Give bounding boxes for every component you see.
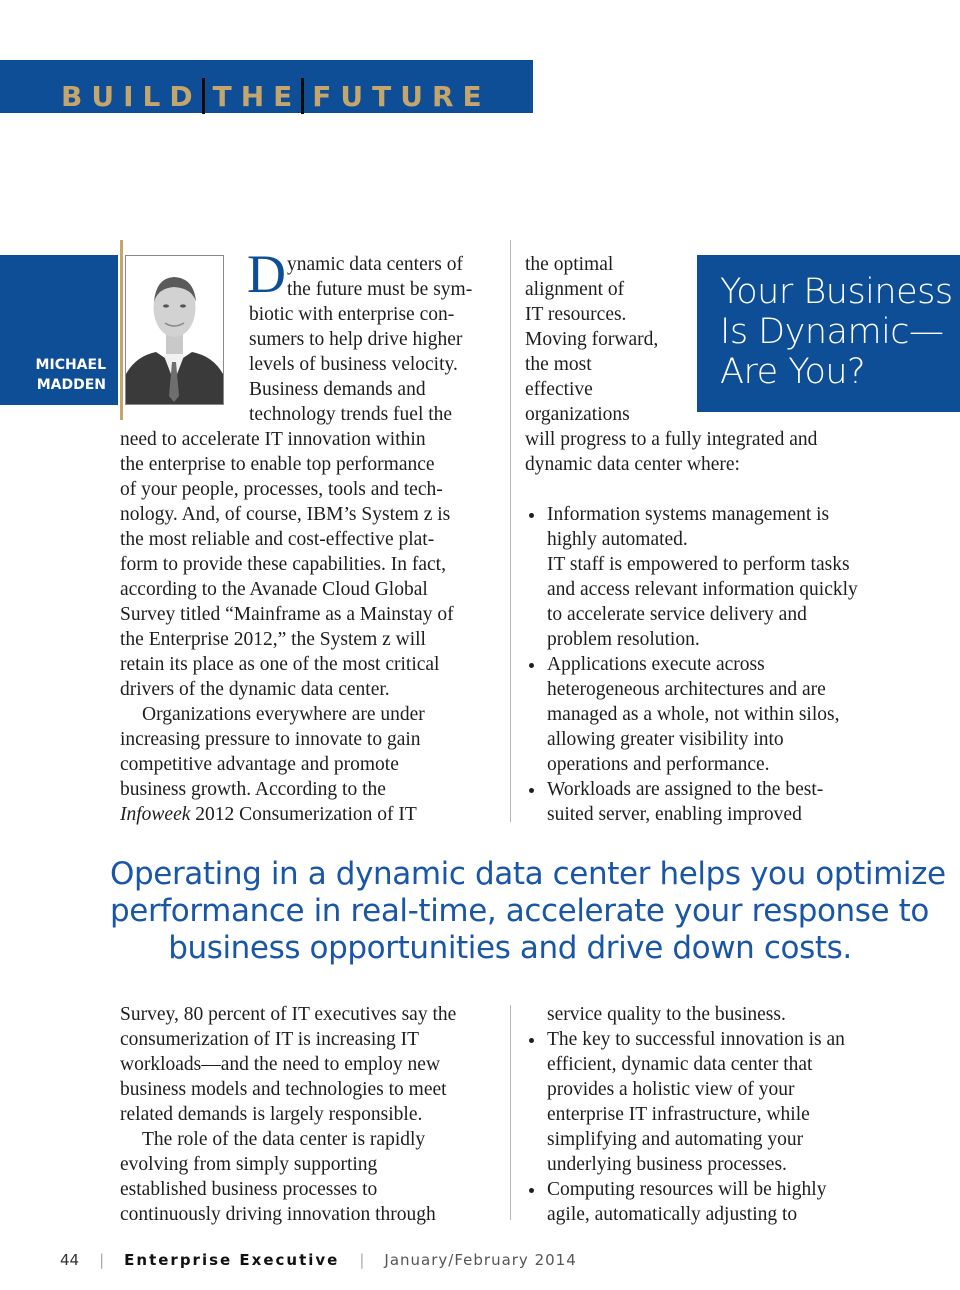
- text-line: Organizations everywhere are under: [142, 704, 425, 725]
- text-line: simplifying and automating your: [547, 1129, 804, 1150]
- text-line: the Enterprise 2012,” the System z will: [120, 629, 426, 650]
- text-line: business growth. According to the: [120, 779, 386, 800]
- text-line: biotic with enterprise con-: [249, 304, 455, 325]
- col1-body: [120, 427, 454, 827]
- text-line: will progress to a fully integrated and: [525, 429, 818, 450]
- section-header: [61, 78, 491, 114]
- pull-quote-line: performance in real-time, accelerate your response to: [110, 893, 929, 929]
- text-line: efficient, dynamic data center that: [547, 1054, 813, 1075]
- text-line: Survey, 80 percent of IT executives say the: [120, 1004, 457, 1025]
- text-line: IT resources.: [525, 304, 627, 325]
- text-line: evolving from simply supporting: [120, 1154, 378, 1175]
- footer-divider: |: [359, 1251, 365, 1269]
- text-line: drivers of the dynamic data center.: [120, 679, 390, 700]
- text-line: nology. And, of course, IBM’s System z is: [120, 504, 451, 525]
- text-line: to accelerate service delivery and: [547, 604, 807, 625]
- title-line: Is Dynamic—: [720, 312, 944, 352]
- author-last-name: MADDEN: [36, 377, 106, 393]
- text-line: the most: [525, 354, 592, 375]
- text-line: The role of the data center is rapidly: [142, 1129, 426, 1150]
- header-word-3: FUTURE: [312, 79, 491, 113]
- text-line: workloads—and the need to employ new: [120, 1054, 441, 1075]
- text-line: technology trends fuel the: [249, 404, 453, 425]
- text-line: the future must be sym-: [287, 279, 473, 300]
- text-line: effective: [525, 379, 593, 400]
- drop-cap: D: [247, 244, 286, 304]
- text-line: service quality to the business.: [547, 1004, 786, 1025]
- text-line: the most reliable and cost-effective plat-: [120, 529, 435, 550]
- title-line: Your Business: [720, 272, 953, 312]
- header-word-2: THE: [212, 79, 302, 113]
- text-line: Business demands and: [249, 379, 426, 400]
- bullet-item: The key to successful innovation is an: [525, 1027, 845, 1052]
- text-line: retain its place as one of the most critical: [120, 654, 440, 675]
- bullet-item: Information systems management is: [525, 502, 858, 527]
- header-word-1: BUILD: [61, 79, 202, 113]
- pull-quote-line: Operating in a dynamic data center helps you optimize: [110, 856, 946, 892]
- text-line: consumerization of IT is increasing IT: [120, 1029, 420, 1050]
- italic-title: Infoweek: [120, 804, 191, 825]
- text-line: according to the Avanade Cloud Global: [120, 579, 428, 600]
- bullet-list: [525, 502, 858, 827]
- text-line: sumers to help drive higher: [249, 329, 463, 350]
- text-line: the optimal: [525, 254, 614, 275]
- bullet-item: Computing resources will be highly: [525, 1177, 845, 1202]
- title-line: Are You?: [720, 352, 866, 392]
- text-line: related demands is largely responsible.: [120, 1104, 423, 1125]
- text-line: need to accelerate IT innovation within: [120, 429, 426, 450]
- text-line: heterogeneous architectures and are: [547, 679, 826, 700]
- text-line: agile, automatically adjusting to: [547, 1204, 798, 1225]
- text-line: Moving forward,: [525, 329, 659, 350]
- text-line: [120, 802, 454, 827]
- text-line: IT staff is empowered to perform tasks: [547, 554, 850, 575]
- author-portrait-image: [126, 256, 223, 404]
- header-divider: [301, 78, 304, 114]
- bullet-item: Workloads are assigned to the best-: [525, 777, 858, 802]
- text-line: suited server, enabling improved: [547, 804, 802, 825]
- text-line: the enterprise to enable top performance: [120, 454, 435, 475]
- col4-body: [525, 1002, 845, 1227]
- text-line: of your people, processes, tools and tech-: [120, 479, 443, 500]
- text-line: continuously driving innovation through: [120, 1204, 436, 1225]
- pull-quote: [110, 856, 946, 967]
- text-line: organizations: [525, 404, 630, 425]
- header-divider: [202, 78, 205, 114]
- text-line: and access relevant information quickly: [547, 579, 858, 600]
- column-divider: [510, 1005, 511, 1220]
- text-run: 2012 Consumerization of IT: [190, 804, 417, 825]
- text-line: Survey titled “Mainframe as a Mainstay of: [120, 604, 454, 625]
- text-line: managed as a whole, not within silos,: [547, 704, 840, 725]
- col3-body: [120, 1002, 456, 1227]
- text-line: dynamic data center where:: [525, 454, 740, 475]
- blank-line: [525, 477, 858, 502]
- page-number: 44: [60, 1251, 80, 1269]
- bullet-item: Applications execute across: [525, 652, 858, 677]
- photo-rule: [120, 240, 123, 420]
- text-line: ynamic data centers of: [287, 254, 463, 275]
- text-line: enterprise IT infrastructure, while: [547, 1104, 810, 1125]
- author-photo: [125, 255, 224, 405]
- issue-date: January/February 2014: [384, 1251, 577, 1269]
- column-divider: [510, 240, 511, 822]
- text-line: operations and performance.: [547, 754, 770, 775]
- text-line: allowing greater visibility into: [547, 729, 784, 750]
- text-line: established business processes to: [120, 1179, 378, 1200]
- text-line: highly automated.: [547, 529, 688, 550]
- author-name: [0, 355, 106, 395]
- text-line: business models and technologies to meet: [120, 1079, 447, 1100]
- text-line: competitive advantage and promote: [120, 754, 399, 775]
- pull-quote-line: business opportunities and drive down costs.: [168, 930, 852, 966]
- col1-intro: [249, 252, 472, 427]
- author-first-name: MICHAEL: [35, 357, 106, 373]
- text-line: underlying business processes.: [547, 1154, 787, 1175]
- text-line: problem resolution.: [547, 629, 700, 650]
- publication-name: Enterprise Executive: [124, 1251, 340, 1269]
- page-footer: [60, 1251, 577, 1269]
- text-line: levels of business velocity.: [249, 354, 458, 375]
- footer-divider: |: [99, 1251, 105, 1269]
- text-line: alignment of: [525, 279, 625, 300]
- text-line: form to provide these capabilities. In fact,: [120, 554, 446, 575]
- text-line: provides a holistic view of your: [547, 1079, 795, 1100]
- article-title: [720, 272, 955, 392]
- text-line: increasing pressure to innovate to gain: [120, 729, 421, 750]
